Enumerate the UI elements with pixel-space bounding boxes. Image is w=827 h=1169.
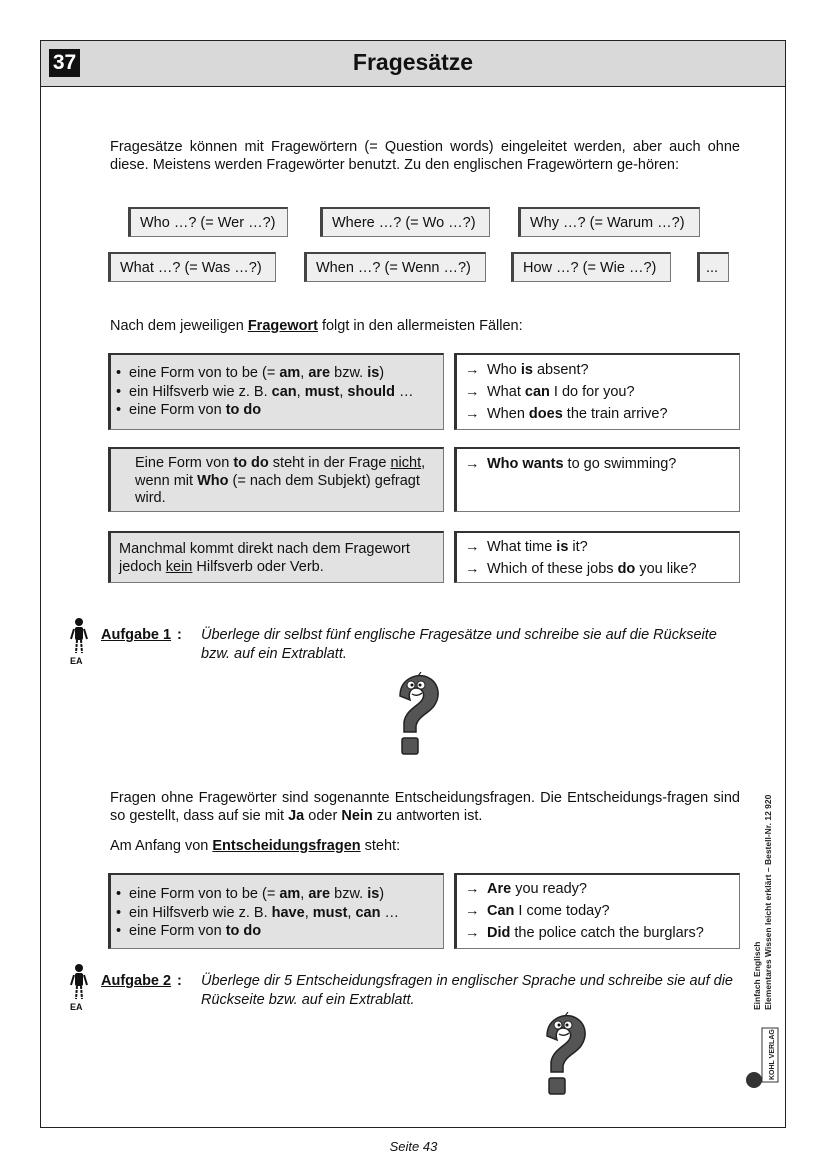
- example2-line-1: → Who wants to go swimming?: [465, 456, 677, 472]
- section2-paragraph: Fragen ohne Fragewörter sind sogenannte Entscheidungsfragen. Die Entscheidungs-fragen sind so gestellt, dass auf sie mit Ja oder Nein zu antworten ist.: [110, 790, 740, 824]
- page-header: [41, 41, 785, 87]
- rule1-item-2: • ein Hilfsverb wie z. B. can, must, should …: [111, 383, 443, 402]
- example3-line-2: → Which of these jobs do you like?: [465, 561, 697, 577]
- rule4-item-3: • eine Form von to do: [111, 922, 443, 941]
- rule3-line-1: Manchmal kommt direkt nach dem Fragewort: [119, 541, 410, 557]
- question-word-how: How …? (= Wie …?): [511, 252, 671, 282]
- rule4-item-1: • eine Form von to be (= am, are bzw. is): [111, 885, 443, 904]
- task-2: Aufgabe 2 : Überlege dir 5 Entscheidungsfragen in englischer Sprache und schreibe sie auf die Rückseite bzw. auf ein Extrablatt.: [101, 972, 741, 1012]
- example-box-2: [454, 447, 740, 512]
- page-frame: [40, 40, 786, 1128]
- section2-heading: Am Anfang von Entscheidungsfragen steht:: [110, 838, 401, 854]
- section1-heading: Nach dem jeweiligen Fragewort folgt in den allermeisten Fällen:: [110, 318, 523, 334]
- page-title: Fragesätze: [352, 49, 474, 75]
- task1-ea-label: EA: [70, 656, 83, 666]
- student-figure-icon: [70, 617, 88, 655]
- student-figure-icon: [70, 963, 88, 1001]
- rule2-line-3: wird.: [135, 490, 166, 506]
- example1-line-3: → When does the train arrive?: [465, 406, 668, 422]
- chapter-number: 37: [49, 49, 80, 77]
- rule-box-1: [108, 353, 444, 430]
- rule1-item-3: • eine Form von to do: [111, 401, 443, 420]
- example3-line-1: → What time is it?: [465, 539, 588, 555]
- page-number: Seite 43: [389, 1139, 438, 1154]
- example4-line-2: → Can I come today?: [465, 903, 610, 919]
- example-box-1: [454, 353, 740, 430]
- rule4-item-2: • ein Hilfsverb wie z. B. have, must, can …: [111, 904, 443, 923]
- task2-text: Überlege dir 5 Entscheidungsfragen in englischer Sprache und schreibe sie auf die Rückseite bzw. auf ein Extrablatt.: [201, 973, 733, 1008]
- question-word-more: ...: [697, 252, 729, 282]
- question-word-where: Where …? (= Wo …?): [320, 207, 490, 237]
- intro-paragraph: Fragesätze können mit Fragewörtern (= Question words) eingeleitet werden, aber auch ohne diese. Meistens werden Fragewörter benutzt. Zu den englischen Fragewörtern ge-hören:: [110, 139, 740, 173]
- rule-box-3: [108, 531, 444, 583]
- rule-box-4: [108, 873, 444, 949]
- rule2-line-2: wenn mit Who (= nach dem Subjekt) gefragt: [135, 472, 420, 489]
- publisher-logo-icon: [744, 1022, 780, 1090]
- publisher-side-text: Einfach Englisch Elementares Wissen leicht erklärt – Bestell-Nr. 12 920: [752, 794, 773, 1010]
- task2-ea-label: EA: [70, 1002, 83, 1012]
- question-mark-icon: [535, 1012, 591, 1098]
- example4-line-1: → Are you ready?: [465, 881, 587, 897]
- question-word-why: Why …? (= Warum …?): [518, 207, 700, 237]
- example-box-3: [454, 531, 740, 583]
- rule2-line-1: Eine Form von to do steht in der Frage nicht,: [135, 455, 426, 471]
- example4-line-3: → Did the police catch the burglars?: [465, 925, 704, 941]
- task1-text: Überlege dir selbst fünf englische Fragesätze und schreibe sie auf die Rückseite bzw. auf ein Extrablatt.: [201, 627, 717, 662]
- task-1: Aufgabe 1 : Überlege dir selbst fünf englische Fragesätze und schreibe sie auf die Rückseite bzw. auf ein Extrablatt.: [101, 626, 741, 666]
- question-word-what: What …? (= Was …?): [108, 252, 276, 282]
- example1-line-2: → What can I do for you?: [465, 384, 635, 400]
- example1-line-1: → Who is absent?: [465, 362, 589, 378]
- rule-box-2: [108, 447, 444, 512]
- svg-text:KOHL VERLAG: KOHL VERLAG: [769, 1029, 776, 1080]
- question-word-who: Who …? (= Wer …?): [128, 207, 288, 237]
- rule1-item-1: • eine Form von to be (= am, are bzw. is): [111, 364, 443, 383]
- example-box-4: [454, 873, 740, 949]
- question-mark-icon: [388, 672, 444, 758]
- rule3-line-2: jedoch kein Hilfsverb oder Verb.: [119, 558, 324, 575]
- question-word-when: When …? (= Wenn …?): [304, 252, 486, 282]
